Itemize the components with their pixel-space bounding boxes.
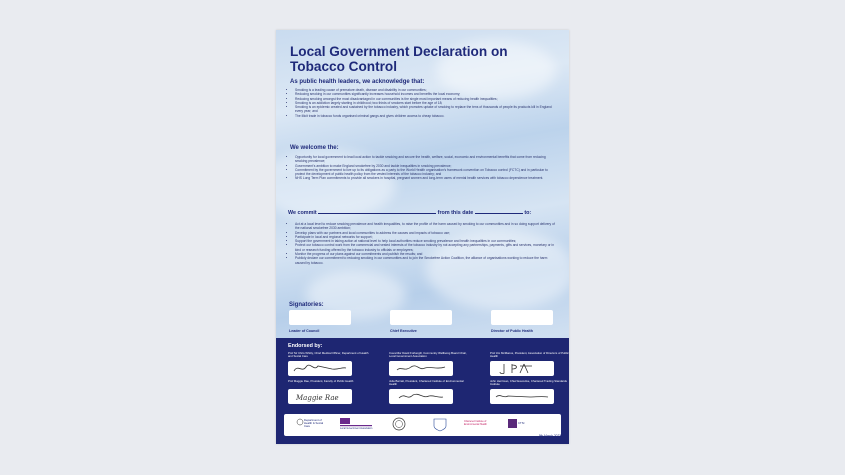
signature-image xyxy=(389,389,453,404)
list-item: • Opportunity for local government to lead local action to tackle smoking and secure the health, welfare, social, economic and environmental benefits that come from reducing smoking prevalence; xyxy=(295,155,557,164)
endorser-name: Prof Maggie Rae, President, Faculty of Public Health xyxy=(288,379,354,383)
commit-label: We commit xyxy=(288,210,317,216)
svg-text:Maggie Rae: Maggie Rae xyxy=(296,394,339,402)
list-item: • Reducing smoking amongst the most disadvantaged in our communities is the single most important means of reducing health inequalities; xyxy=(295,97,557,101)
endorser-name: Julie Barratt, President, Chartered Institute of Environmental Health xyxy=(389,379,464,387)
list-item: • Support the government in taking action at national level to help local authorities reduce smoking prevalence and health inequalities in our communities; xyxy=(295,239,557,243)
list-item: • Act at a local level to reduce smoking prevalence and health inequalities, to raise the profile of the harm caused by smoking to our communities and in so doing support delivery of the national smokefree 2030 ambition; xyxy=(295,222,557,231)
logo-label: Department of Health & Social Care xyxy=(304,418,324,428)
endorsed-heading: Endorsed by: xyxy=(288,343,323,349)
commit-line xyxy=(288,210,556,216)
role-label: Chief Executive xyxy=(390,329,417,333)
date-blank[interactable] xyxy=(475,213,523,214)
endorser-name: Councillor David Fothergill, Community Wellbeing Board Chair, Local Government Association xyxy=(389,351,467,359)
commit-to-label: to: xyxy=(524,210,532,216)
signature-image xyxy=(490,361,554,376)
cieh-logo xyxy=(464,417,500,432)
signature-image xyxy=(288,389,352,404)
list-item: • Reducing smoking in our communities significantly increases household incomes and benefits the local economy; xyxy=(295,92,557,96)
ctsi-logo xyxy=(506,417,526,432)
endorser-name: Prof Jim McManus, President, Association of Directors of Public Health xyxy=(490,351,569,359)
list-item: • NHS Long Term Plan commitments to provide all smokers in hospital, pregnant women and long-term users of mental health services with tobacco dependence treatment. xyxy=(295,176,557,180)
acknowledge-list xyxy=(288,88,557,118)
role-label: Leader of Council xyxy=(289,329,320,333)
signature-image xyxy=(490,389,554,404)
endorser-name: John Herriman, Chief Executive, Chartered Trading Standards Institute xyxy=(490,379,567,387)
endorsed-panel xyxy=(276,338,569,444)
welcome-heading: We welcome the: xyxy=(290,145,339,151)
welcome-list xyxy=(288,155,557,181)
dhsc-logo xyxy=(294,417,324,432)
list-item: • Develop plans with our partners and local communities to address the causes and impacts of tobacco use; xyxy=(295,231,557,235)
declaration-poster xyxy=(276,30,569,444)
signature-image xyxy=(288,361,352,376)
list-item: • Monitor the progress of our plans against our commitments and publish the results; and xyxy=(295,252,557,256)
adph-logo xyxy=(389,417,409,432)
list-item: • Government's ambition to make England smokefree by 2030 and tackle inequalities in smoking prevalence; xyxy=(295,164,557,168)
signature-image xyxy=(389,361,453,376)
endorser-logos xyxy=(284,414,561,436)
list-item: • Smoking is a leading cause of premature death, disease and disability in our communities; xyxy=(295,88,557,92)
role-label: Director of Public Health xyxy=(491,329,533,333)
fph-logo xyxy=(429,417,451,432)
signatories-heading: Signatories: xyxy=(289,302,324,308)
director-signature-box[interactable] xyxy=(491,310,553,325)
leader-signature-box[interactable] xyxy=(289,310,351,325)
declaration-date: 9th March 2022 xyxy=(538,434,561,438)
logo-label: Local Government Association xyxy=(340,427,373,430)
list-item: • Smoking is an addiction largely starting in childhood; two thirds of smokers start before the age of 18; xyxy=(295,101,557,105)
logo-label: CTSI xyxy=(518,421,525,425)
list-item: • Commitment by the government to live up to its obligations as a party to the World Health organisation's framework convention on Tobacco control (FCTC) and in particular to protect the development of public health policy from the vested interests of the tobacco industry; and xyxy=(295,168,557,177)
chief-executive-signature-box[interactable] xyxy=(390,310,452,325)
endorser-name: Prof Sir Chris Whitty, Chief Medical Officer, Department of Health and Social Care xyxy=(288,351,369,359)
list-item: • Protect our tobacco control work from the commercial and vested interests of the tobacco industry by not accepting any partnerships, payments, gifts and services, monetary or in kind or research funding offered by the tobacco industry to officials or employees; xyxy=(295,243,557,252)
poster-title: Local Government Declaration on Tobacco Control xyxy=(290,44,508,74)
commit-list xyxy=(288,222,557,265)
commit-date-label: from this date xyxy=(437,210,474,216)
council-name-blank[interactable] xyxy=(318,213,436,214)
logo-label: Chartered Institute of Environmental Health xyxy=(464,420,487,426)
acknowledge-heading: As public health leaders, we acknowledge that: xyxy=(290,79,425,85)
lga-logo xyxy=(339,417,373,432)
list-item: • Smoking is an epidemic created and sustained by the tobacco industry, which promotes uptake of smoking to replace the tens of thousands of people its products kill in England every year; and xyxy=(295,105,557,114)
list-item: • Participate in local and regional networks for support; xyxy=(295,235,557,239)
list-item: • Publicly declare our commitment to reducing smoking in our communities and to join the Smokefree Action Coalition, the alliance of organisations working to reduce the harm caused by tobacco. xyxy=(295,256,557,265)
list-item: • The illicit trade in tobacco funds organised criminal gangs and gives children access to cheap tobacco. xyxy=(295,114,557,118)
